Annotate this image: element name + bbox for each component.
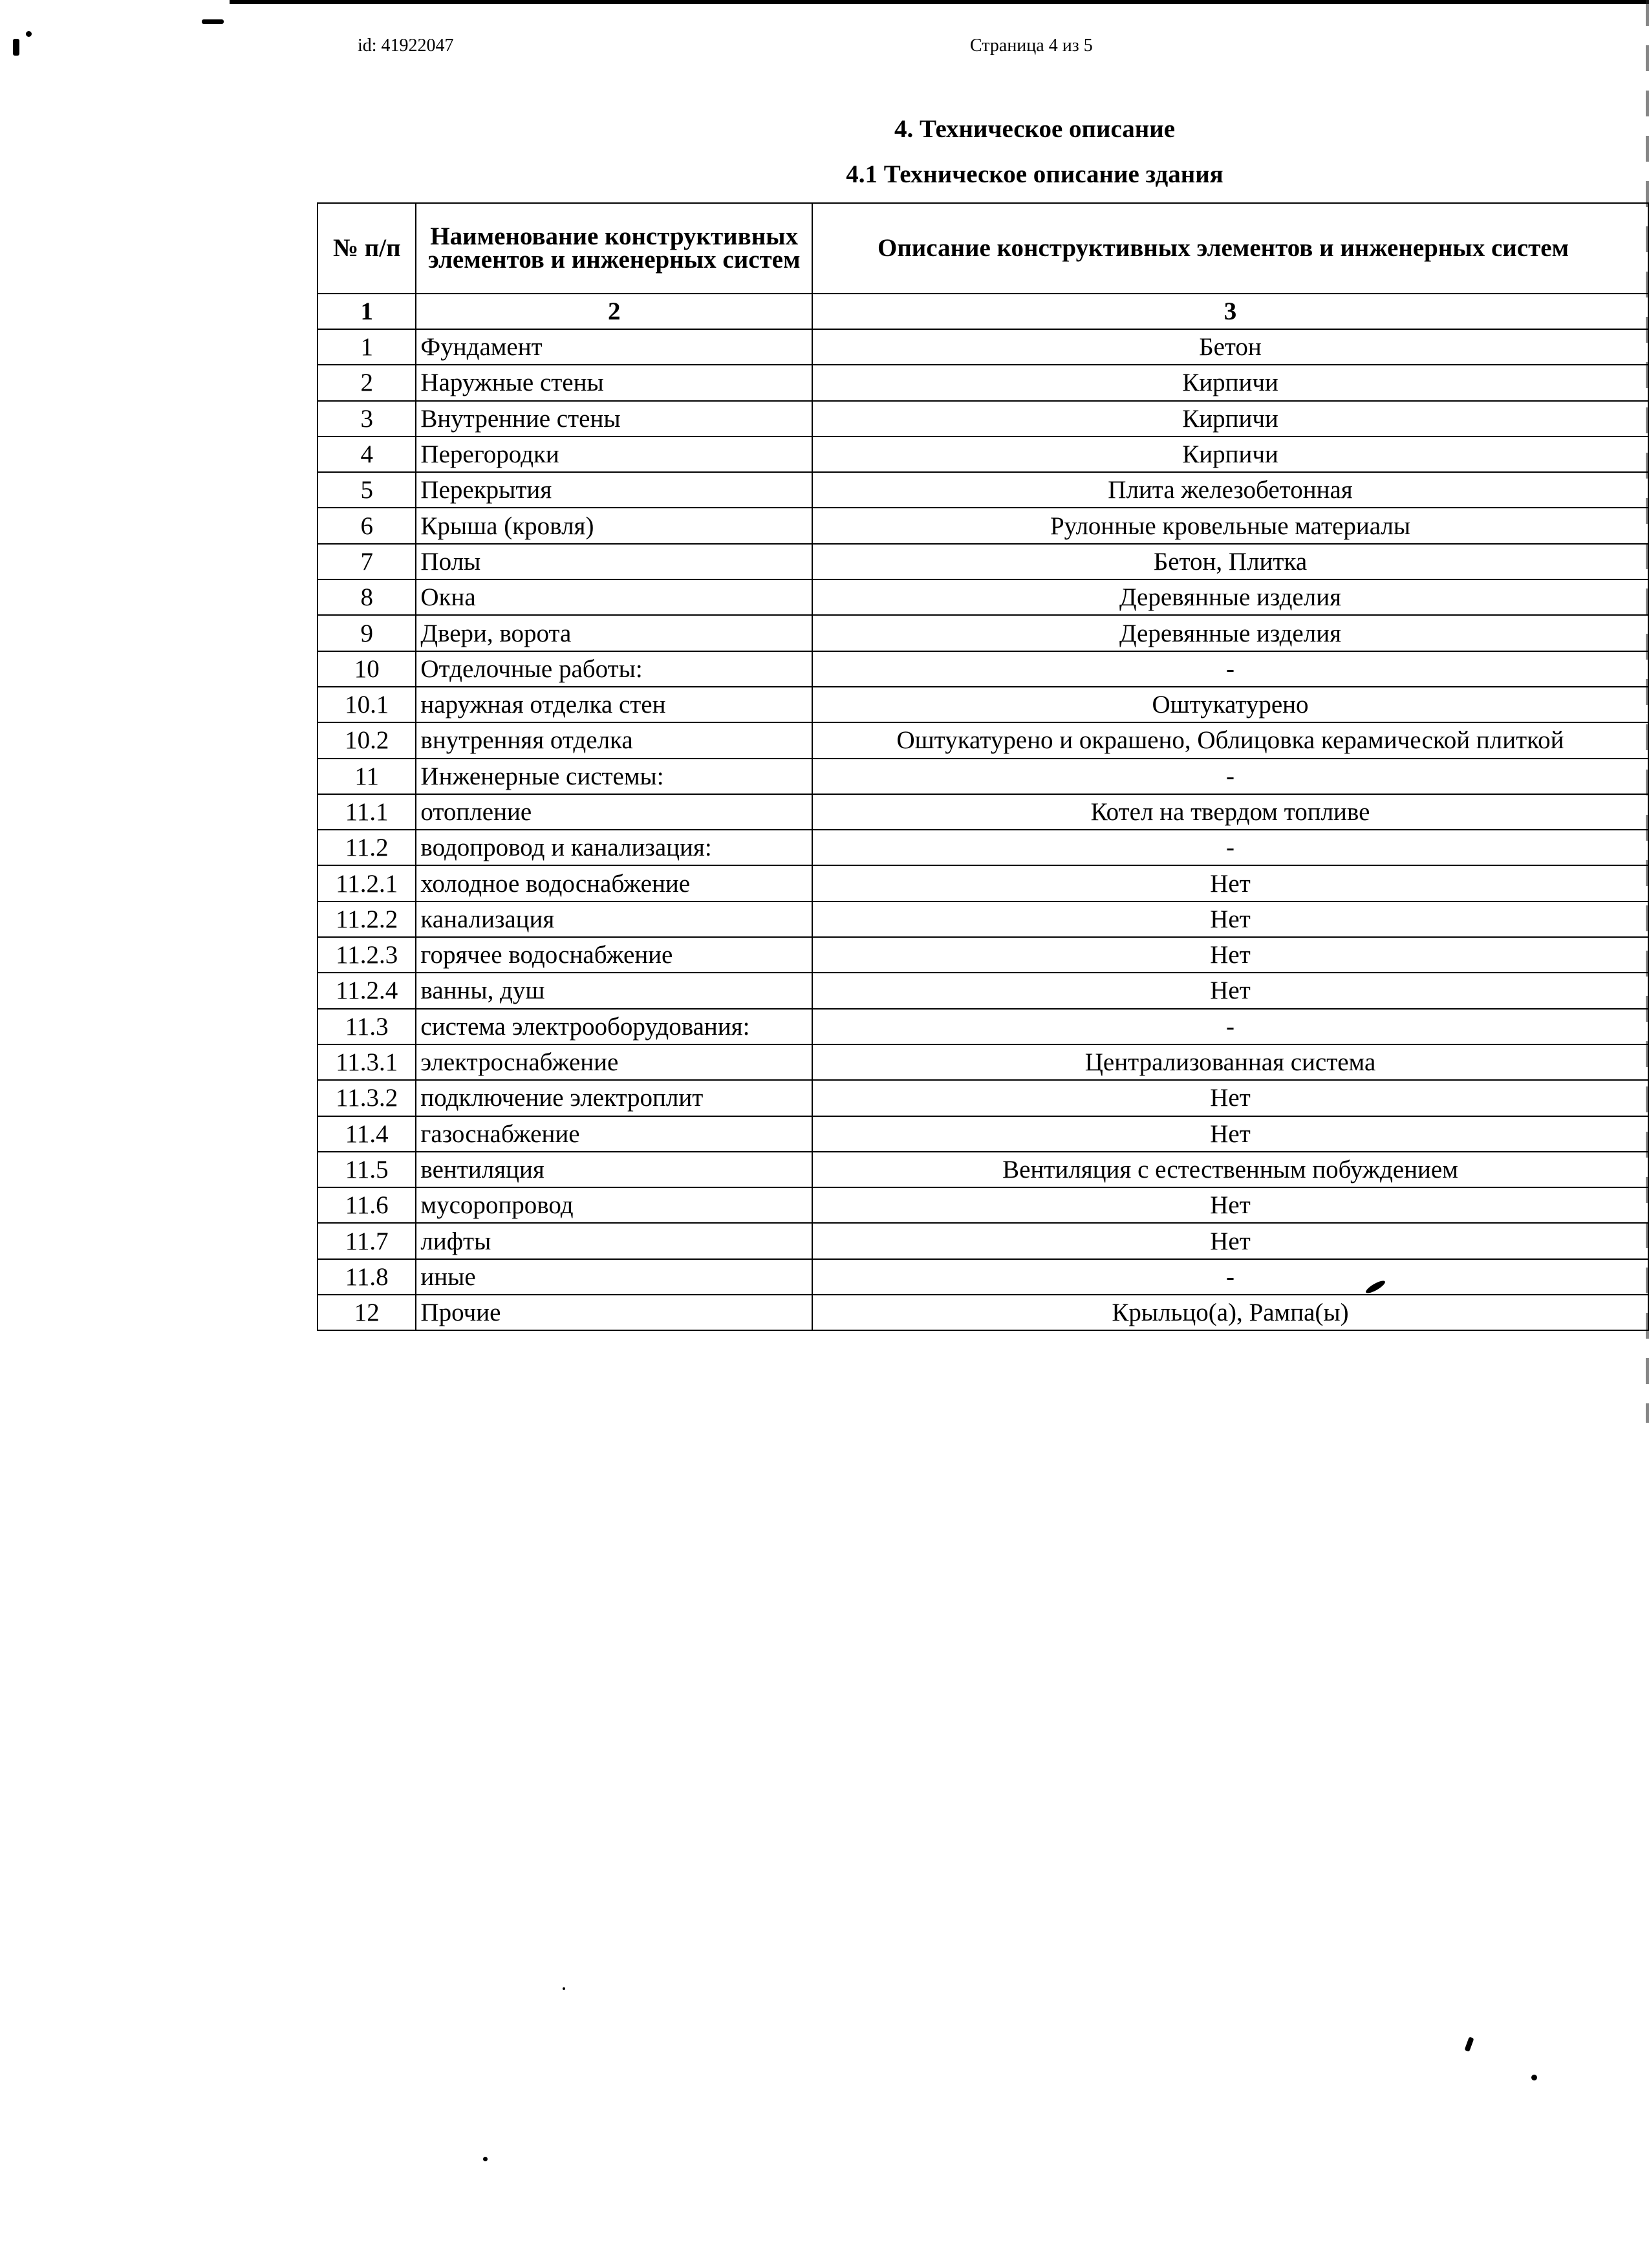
element-name: электроснабжение [416,1044,812,1080]
row-number: 9 [318,615,416,651]
table-row [318,508,1648,543]
table-row [318,794,1648,830]
row-number: 11 [318,759,416,794]
element-description: Нет [812,1080,1648,1116]
row-number: 11.3 [318,1009,416,1044]
technical-description-table [317,202,1649,1331]
row-number: 11.2.1 [318,865,416,901]
table-row [318,1080,1648,1116]
scan-speck [563,1987,565,1990]
table-row [318,1152,1648,1187]
element-description: Нет [812,902,1648,937]
element-name: Инженерные системы: [416,759,812,794]
row-number: 12 [318,1295,416,1330]
table-row [318,687,1648,722]
table-body [318,329,1648,1330]
element-name: подключение электроплит [416,1080,812,1116]
element-description: Крыльцо(а), Рампа(ы) [812,1295,1648,1330]
row-number: 5 [318,472,416,508]
row-number: 11.8 [318,1259,416,1295]
table-row [318,365,1648,400]
scan-speck [26,31,32,37]
element-description: - [812,830,1648,865]
element-description: Бетон, Плитка [812,544,1648,579]
element-name: холодное водоснабжение [416,865,812,901]
table-row [318,579,1648,615]
row-number: 11.2.3 [318,937,416,973]
element-name: Фундамент [416,329,812,365]
row-number: 11.5 [318,1152,416,1187]
element-description: Рулонные кровельные материалы [812,508,1648,543]
element-name: Внутренние стены [416,401,812,437]
element-description: Плита железобетонная [812,472,1648,508]
table-row [318,401,1648,437]
section-title: 4. Техническое описание [894,115,1176,143]
row-number: 6 [318,508,416,543]
row-number: 7 [318,544,416,579]
page-number: Страница 4 из 5 [970,36,1093,56]
element-name: отопление [416,794,812,830]
element-name: водопровод и канализация: [416,830,812,865]
element-description: Нет [812,1116,1648,1152]
element-description: Деревянные изделия [812,615,1648,651]
row-number: 11.3.2 [318,1080,416,1116]
column-number-3: 3 [812,294,1648,329]
row-number: 11.2.4 [318,973,416,1008]
scan-speck [483,2157,488,2161]
row-number: 3 [318,401,416,437]
table-row [318,722,1648,758]
element-name: Прочие [416,1295,812,1330]
table-row [318,1223,1648,1258]
table-row [318,830,1648,865]
row-number: 8 [318,579,416,615]
row-number: 11.6 [318,1187,416,1223]
row-number: 11.7 [318,1223,416,1258]
element-description: Централизованная система [812,1044,1648,1080]
table-row [318,1044,1648,1080]
element-description: Кирпичи [812,401,1648,437]
table-row [318,865,1648,901]
table-row [318,615,1648,651]
element-name: Наружные стены [416,365,812,400]
element-description: Нет [812,973,1648,1008]
row-number: 11.3.1 [318,1044,416,1080]
element-description: Нет [812,865,1648,901]
column-header-number: № п/п [318,203,416,294]
element-description: Нет [812,1187,1648,1223]
table-row [318,759,1648,794]
row-number: 10.1 [318,687,416,722]
column-number-2: 2 [416,294,812,329]
scan-speck [1531,2075,1537,2080]
element-name: Отделочные работы: [416,651,812,687]
table-row [318,937,1648,973]
scan-speck [13,39,19,56]
element-name: внутренняя отделка [416,722,812,758]
element-name: газоснабжение [416,1116,812,1152]
table-row [318,651,1648,687]
table-row [318,1295,1648,1330]
element-description: Нет [812,1223,1648,1258]
subsection-title: 4.1 Техническое описание здания [846,160,1223,188]
element-description: - [812,1009,1648,1044]
element-name: система электрооборудования: [416,1009,812,1044]
element-name: ванны, душ [416,973,812,1008]
column-number-row [318,294,1648,329]
column-number-1: 1 [318,294,416,329]
table-row [318,472,1648,508]
element-name: Крыша (кровля) [416,508,812,543]
element-name: горячее водоснабжение [416,937,812,973]
element-name: Полы [416,544,812,579]
scan-top-edge [230,0,1649,4]
table-row [318,1116,1648,1152]
table-row [318,973,1648,1008]
element-description: - [812,759,1648,794]
scan-speck [1464,2036,1474,2051]
element-description: Кирпичи [812,365,1648,400]
element-name: вентиляция [416,1152,812,1187]
row-number: 11.2.2 [318,902,416,937]
element-description: - [812,1259,1648,1295]
element-description: Оштукатурено и окрашено, Облицовка керамической плиткой [812,722,1648,758]
element-name: мусоропровод [416,1187,812,1223]
element-name: иные [416,1259,812,1295]
element-name: канализация [416,902,812,937]
column-header-element-name: Наименование конструктивных элементов и инженерных систем [416,203,812,294]
element-description: Деревянные изделия [812,579,1648,615]
row-number: 10.2 [318,722,416,758]
table-row [318,902,1648,937]
row-number: 2 [318,365,416,400]
table-row [318,544,1648,579]
document-id: id: 41922047 [358,36,454,56]
element-description: - [812,651,1648,687]
table-row [318,437,1648,472]
column-header-description: Описание конструктивных элементов и инженерных систем [812,203,1648,294]
row-number: 11.2 [318,830,416,865]
element-description: Кирпичи [812,437,1648,472]
row-number: 10 [318,651,416,687]
row-number: 11.1 [318,794,416,830]
row-number: 4 [318,437,416,472]
scan-speck [202,19,224,24]
table-row [318,329,1648,365]
table-row [318,1187,1648,1223]
element-name: Перекрытия [416,472,812,508]
row-number: 1 [318,329,416,365]
element-name: Перегородки [416,437,812,472]
element-description: Бетон [812,329,1648,365]
element-description: Вентиляция с естественным побуждением [812,1152,1648,1187]
table-row [318,1259,1648,1295]
row-number: 11.4 [318,1116,416,1152]
element-name: лифты [416,1223,812,1258]
element-name: Двери, ворота [416,615,812,651]
element-name: наружная отделка стен [416,687,812,722]
element-name: Окна [416,579,812,615]
element-description: Нет [812,937,1648,973]
element-description: Котел на твердом топливе [812,794,1648,830]
element-description: Оштукатурено [812,687,1648,722]
table-header-row [318,203,1648,294]
table-row [318,1009,1648,1044]
